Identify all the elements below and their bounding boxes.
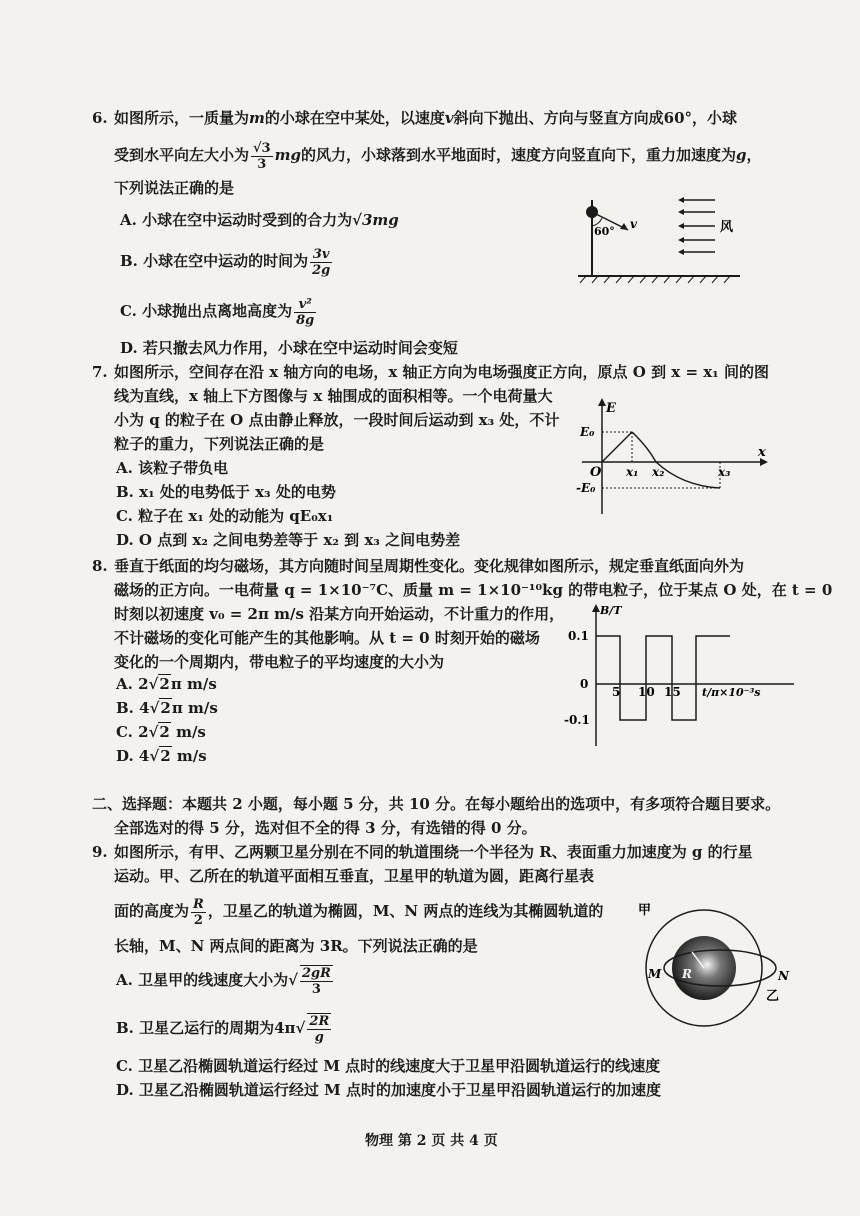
q6-option-a: [120, 210, 399, 230]
axis-arrowhead: [598, 398, 606, 406]
question-number: 8.: [92, 557, 108, 575]
page-footer: 物理 第 2 页 共 4 页: [365, 1133, 498, 1149]
text: ，卫星乙的轨道为椭圆，M、N 两点的连线为其椭圆轨道的: [207, 902, 604, 920]
x-label: x: [758, 445, 766, 460]
v-label: v: [630, 217, 637, 231]
text: B. 小球在空中运动的时间为: [120, 252, 309, 270]
var-m: m: [249, 109, 265, 127]
text: π m/s: [171, 699, 218, 717]
denominator: 2: [193, 912, 203, 928]
x3-label: x₃: [718, 465, 731, 479]
q9-option-b: B. 卫星乙运行的周期为4π√ $\frac{2R}{g}$: [116, 1014, 330, 1045]
text: 如图所示，一质量为: [114, 109, 250, 127]
q6-figure: [570, 188, 750, 288]
denominator: g: [314, 1030, 324, 1045]
denominator: 3: [311, 982, 321, 997]
radicand: 2: [159, 723, 170, 741]
question-number: 7.: [92, 363, 108, 381]
e0-label: E₀: [580, 425, 595, 439]
e-line-rising: [602, 432, 632, 462]
q7-line1: [92, 362, 769, 382]
q7-line4: 粒子的重力，下列说法正确的是: [114, 435, 325, 453]
q7-figure: [572, 396, 772, 516]
q6-line1: [92, 108, 737, 128]
neg-e0-label: -E₀: [576, 481, 596, 495]
tick-10: 10: [638, 685, 655, 699]
wind-label: 风: [720, 220, 734, 235]
numerator: √3: [253, 140, 271, 156]
e-label: E: [606, 401, 616, 416]
q7-option-d: D. O 点到 x₂ 之间电势差等于 x₂ 到 x₃ 之间电势差: [116, 531, 461, 549]
text: ，: [746, 146, 762, 164]
q8-option-b: B. 4√2π m/s: [116, 699, 218, 717]
text: A. 卫星甲的线速度大小为: [116, 971, 289, 989]
q8-option-a: A. 2√2π m/s: [116, 675, 217, 693]
q9-line4: 长轴，M、N 两点间的距离为 3R。下列说法正确的是: [114, 937, 478, 955]
text: 垂直于纸面的均匀磁场，其方向随时间呈周期性变化。变化规律如图所示，规定垂直纸面向外为: [114, 557, 745, 575]
q8-figure: [562, 600, 802, 750]
text: 受到水平向左大小为: [114, 146, 250, 164]
section2-line1: 二、选择题：本题共 2 小题，每小题 5 分，共 10 分。在每小题给出的选项中，有多项符合题目要求。: [92, 795, 781, 813]
tick-15: 15: [664, 685, 681, 699]
q6-option-c: [120, 294, 318, 328]
b-waveform: [596, 636, 730, 720]
tick-5: 5: [612, 685, 621, 699]
q7-line2: 线为直线，x 轴上下方图像与 x 轴围成的面积相等。一个电荷量大: [114, 387, 553, 405]
var-mg: mg: [274, 146, 301, 164]
text: B. 4: [116, 699, 150, 717]
radicand: 2: [159, 675, 170, 693]
text: C. 2: [116, 723, 149, 741]
m-label: M: [648, 967, 662, 981]
denominator: 2g: [312, 262, 331, 278]
text: 的风力，小球落到水平地面时，速度方向竖直向下，重力加速度为: [300, 146, 736, 164]
text: C. 小球抛出点离地高度为: [120, 302, 293, 320]
text: 面的高度为: [114, 902, 190, 920]
question-number: 6.: [92, 109, 108, 127]
q9-option-d: D. 卫星乙沿椭圆轨道运行经过 M 点时的加速度小于卫星甲沿圆轨道运行的加速度: [116, 1081, 661, 1099]
text: m/s: [170, 723, 206, 741]
wind-arrows: [680, 200, 715, 252]
radicand: 2: [160, 747, 171, 765]
numerator: 3v: [310, 247, 332, 263]
jia-label: 甲: [638, 903, 652, 918]
angle-label: 60°: [594, 225, 615, 238]
q8-line2: 磁场的正方向。一电荷量 q = 1×10⁻⁷C、质量 m = 1×10⁻¹⁰kg 的带电粒子，位于某点 O 处，在 t = 0: [114, 581, 833, 599]
q7-line3: 小为 q 的粒子在 O 点由静止释放，一段时间后运动到 x₃ 处，不计: [114, 411, 560, 429]
var-g: g: [736, 146, 747, 164]
radicand: 2: [160, 699, 171, 717]
q6-line2: [114, 138, 762, 172]
x1-label: x₁: [626, 465, 639, 479]
text: A. 2: [116, 675, 149, 693]
numerator: v²: [294, 297, 316, 313]
q8-option-d: D. 4√2 m/s: [116, 747, 207, 765]
fraction: [191, 897, 206, 928]
text: 的小球在空中某处，以速度: [264, 109, 445, 127]
text: 如图所示，有甲、乙两颗卫星分别在不同的轨道围绕一个半径为 R、表面重力加速度为 g 的行星: [114, 843, 753, 861]
q7-option-b: B. x₁ 处的电势低于 x₃ 处的电势: [116, 483, 336, 501]
denominator: 3: [257, 156, 267, 172]
q8-line4: 不计磁场的变化可能产生的其他影响。从 t = 0 时刻开始的磁场: [114, 629, 540, 647]
q9-option-c: C. 卫星乙沿椭圆轨道运行经过 M 点时的线速度大于卫星甲沿圆轨道运行的线速度: [116, 1057, 661, 1075]
q8-line5: 变化的一个周期内，带电粒子的平均速度的大小为: [114, 653, 445, 671]
q9-line3: [114, 894, 603, 928]
x2-label: x₂: [652, 465, 665, 479]
var-v: v: [444, 109, 454, 127]
wind-arrowheads: [678, 197, 684, 255]
q7-option-a: A. 该粒子带负电: [116, 459, 229, 477]
tick-bottom: -0.1: [564, 713, 590, 727]
fraction: [251, 141, 273, 172]
ground-hatch: [580, 276, 730, 283]
text: m/s: [171, 747, 207, 765]
section2-line2: 全部选对的得 5 分，选对但不全的得 3 分，有选错的得 0 分。: [114, 819, 537, 837]
denominator: 8g: [296, 312, 315, 328]
t-axis-label: t/π×10⁻³s: [702, 686, 761, 699]
q9-figure: [626, 900, 796, 1030]
yi-label: 乙: [766, 989, 780, 1004]
fraction: [310, 247, 332, 278]
q7-option-c: C. 粒子在 x₁ 处的动能为 qE₀x₁: [116, 507, 334, 525]
q8-line1: [92, 556, 744, 576]
q9-option-a: A. 卫星甲的线速度大小为√ $\frac{2gR}{3}$: [116, 966, 331, 997]
text: 斜向下抛出、方向与竖直方向成60°，小球: [453, 109, 738, 127]
fraction: [294, 297, 316, 328]
q6-line3: 下列说法正确的是: [114, 179, 235, 197]
tick-top: 0.1: [568, 629, 589, 643]
origin-label: O: [590, 465, 602, 480]
numerator: R: [193, 896, 204, 912]
axis-arrowhead: [592, 604, 600, 612]
q9-line1: [92, 842, 753, 862]
text: B. 卫星乙运行的周期为4π: [116, 1019, 296, 1037]
q6-option-b: [120, 244, 334, 278]
text: 如图所示，空间存在沿 x 轴方向的电场，x 轴正方向为电场强度正方向，原点 O 到 x = x₁ 间的图: [114, 363, 769, 381]
text: A. 小球在空中运动时受到的合力为: [120, 211, 353, 229]
numerator: 2R: [309, 1014, 330, 1029]
numerator: 2gR: [301, 966, 331, 981]
fraction: [307, 1013, 331, 1045]
q6-option-d: D. 若只撤去风力作用，小球在空中运动时间会变短: [120, 339, 458, 357]
fraction: [300, 965, 333, 997]
text: π m/s: [170, 675, 217, 693]
q9-line2: 运动。甲、乙所在的轨道平面相互垂直，卫星甲的轨道为圆，距离行星表: [114, 867, 595, 885]
q8-line3: 时刻以初速度 v₀ = 2π m/s 沿某方向开始运动，不计重力的作用，: [114, 605, 565, 623]
e-curve: [632, 432, 720, 488]
q8-option-c: C. 2√2 m/s: [116, 723, 206, 741]
n-label: N: [778, 969, 789, 983]
value: √3mg: [352, 211, 399, 229]
r-label: R: [682, 967, 692, 981]
question-number: 9.: [92, 843, 108, 861]
tick-zero: 0: [580, 677, 589, 691]
text: D. 4: [116, 747, 150, 765]
b-axis-label: B/T: [600, 604, 622, 617]
